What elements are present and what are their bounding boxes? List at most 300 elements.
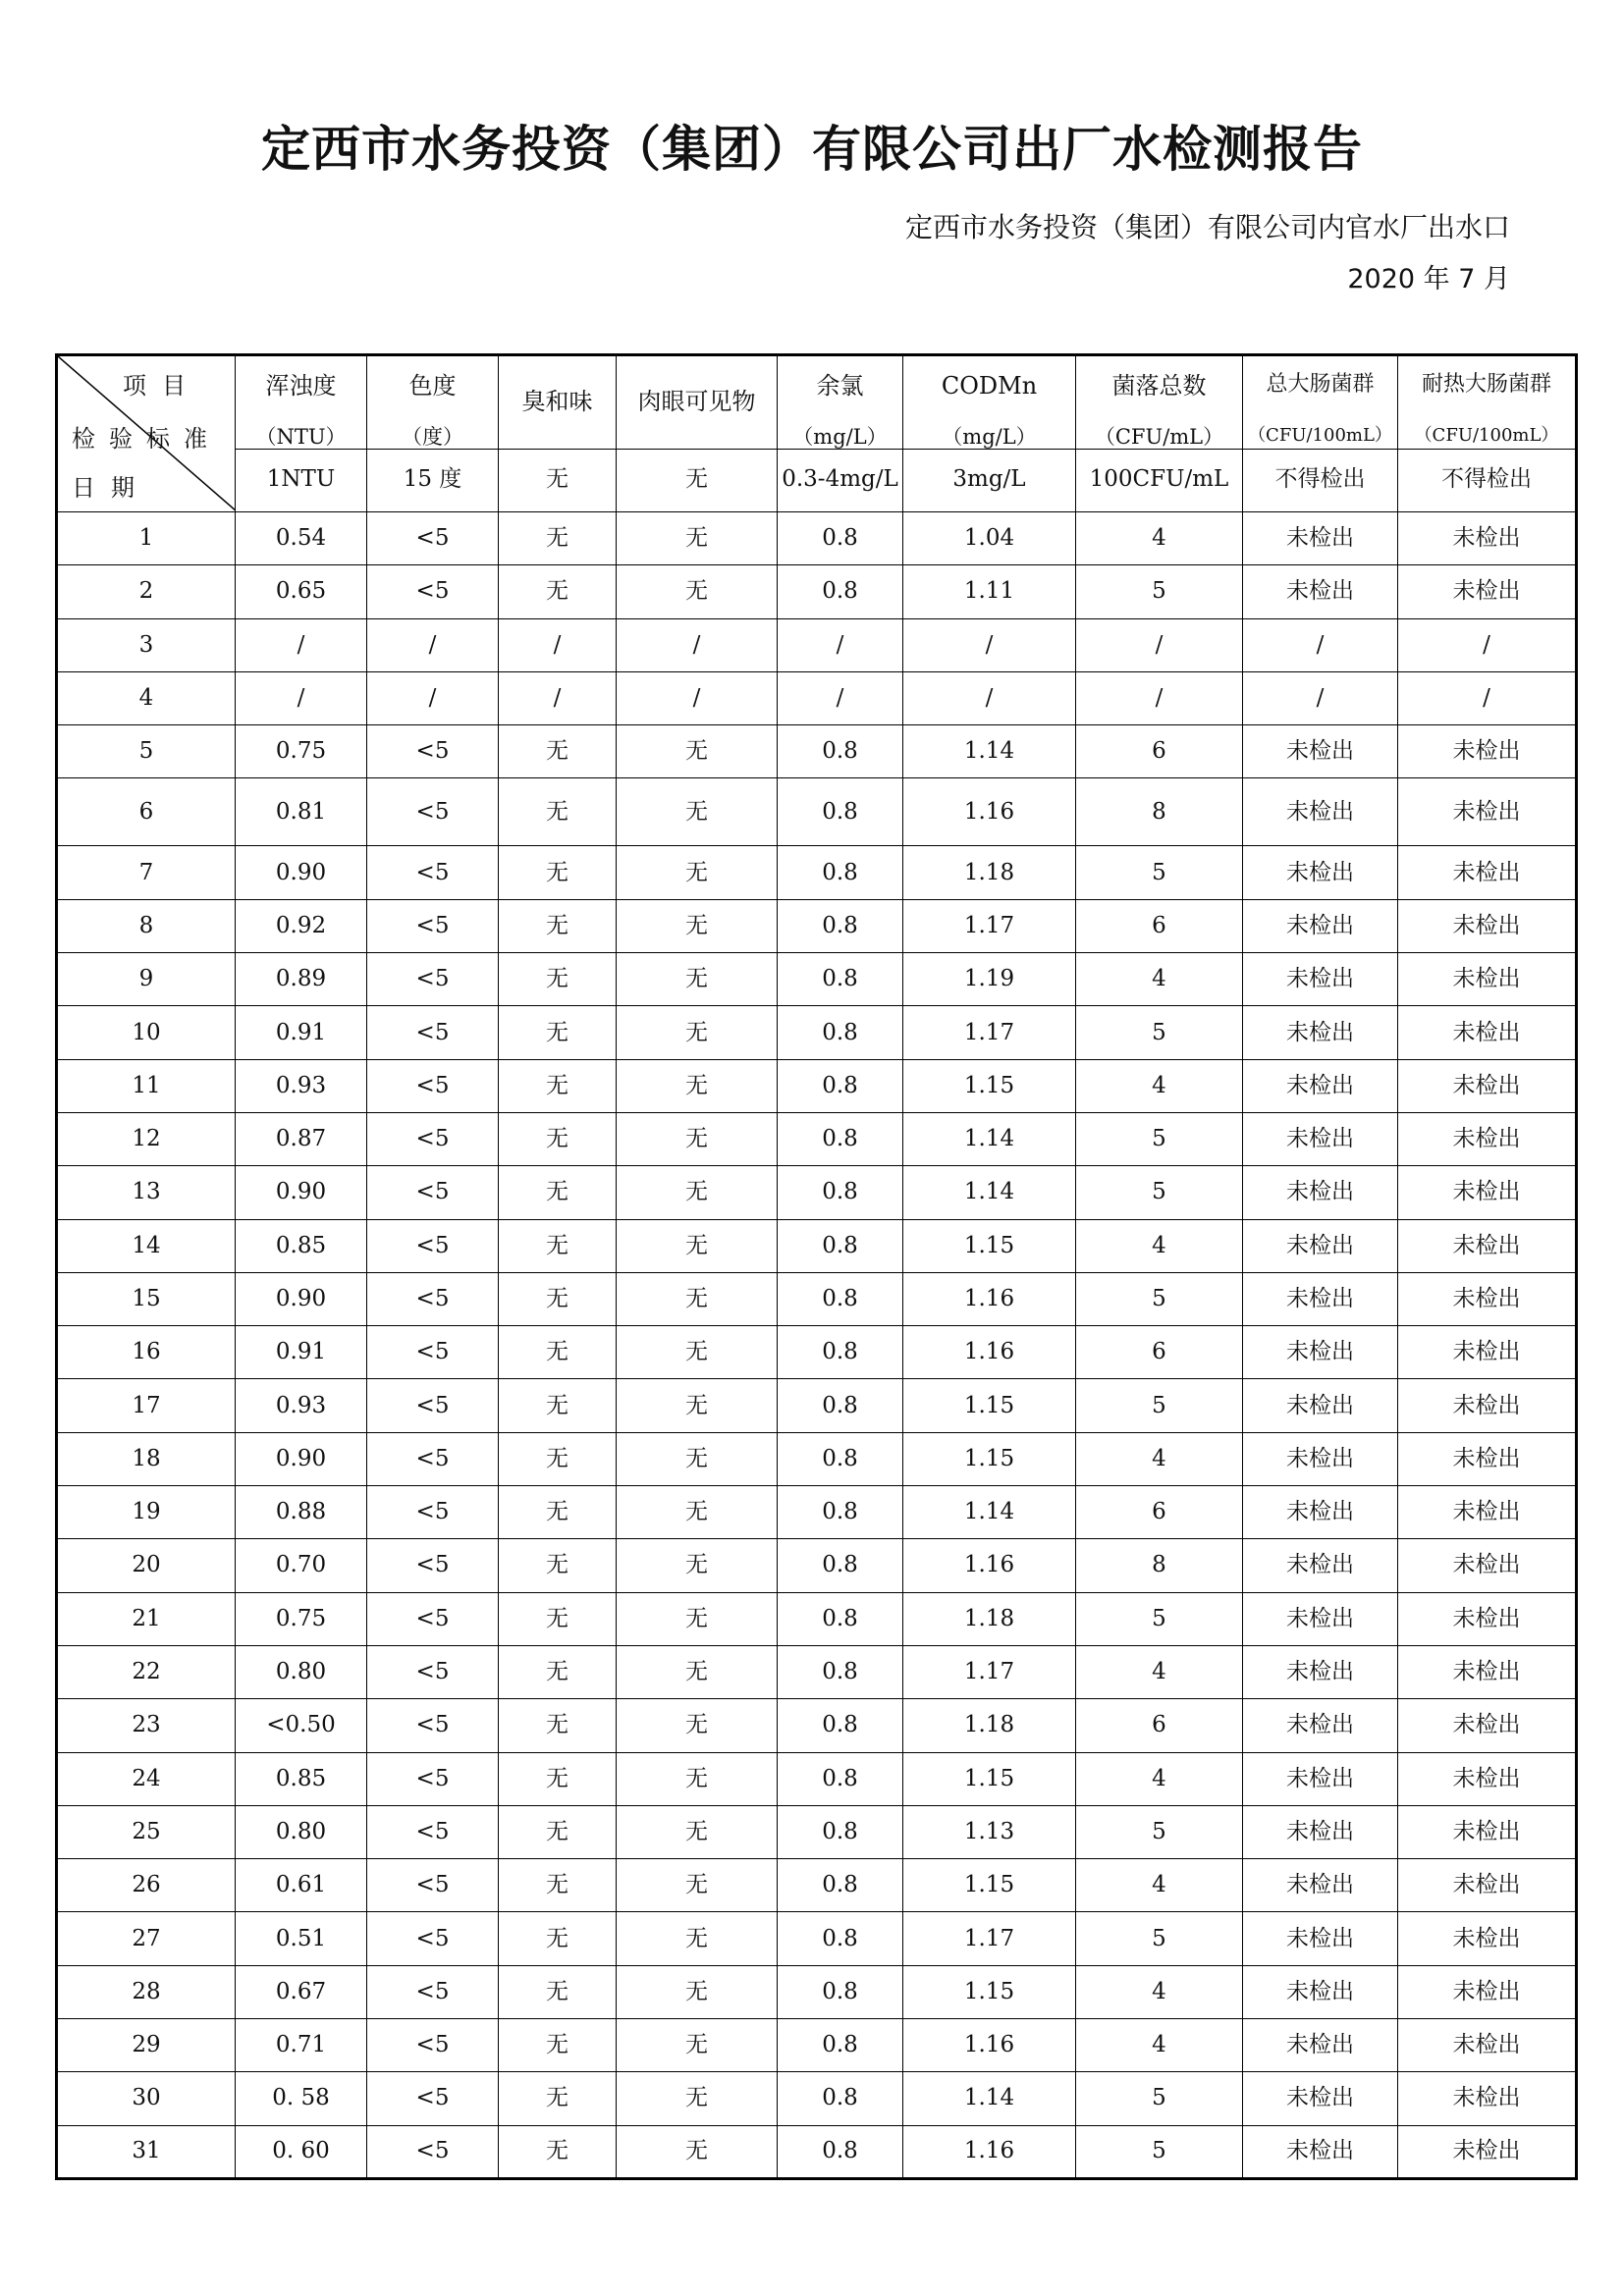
header-divider xyxy=(1076,449,1242,450)
value-cell: 0.88 xyxy=(236,1486,367,1539)
value-cell: 0.8 xyxy=(778,1432,903,1485)
value-cell: 8 xyxy=(1076,1539,1243,1592)
value-cell: 4 xyxy=(1076,953,1243,1006)
value-cell: 0.8 xyxy=(778,1752,903,1805)
value-cell: <5 xyxy=(367,1112,499,1165)
value-cell: / xyxy=(499,618,617,671)
value-cell: 无 xyxy=(499,565,617,618)
value-cell: 无 xyxy=(499,1059,617,1112)
value-cell: <5 xyxy=(367,1539,499,1592)
column-header xyxy=(778,355,903,512)
value-cell: 无 xyxy=(499,2072,617,2125)
value-cell: 无 xyxy=(499,1965,617,2018)
value-cell: 0.8 xyxy=(778,1272,903,1325)
value-cell: 1.11 xyxy=(903,565,1076,618)
column-name: 总大肠菌群 xyxy=(1266,372,1375,397)
value-cell: 无 xyxy=(617,512,778,565)
column-header xyxy=(236,355,367,512)
value-cell: 无 xyxy=(499,1486,617,1539)
value-cell: 无 xyxy=(499,1006,617,1059)
value-cell: 1.16 xyxy=(903,2019,1076,2072)
value-cell: 未检出 xyxy=(1398,778,1577,846)
value-cell: 4 xyxy=(1076,1219,1243,1272)
value-cell: <5 xyxy=(367,1486,499,1539)
value-cell: 1.18 xyxy=(903,846,1076,899)
value-cell: 0.93 xyxy=(236,1059,367,1112)
value-cell: 0.81 xyxy=(236,778,367,846)
value-cell: <5 xyxy=(367,1752,499,1805)
value-cell: <5 xyxy=(367,512,499,565)
value-cell: 无 xyxy=(617,1326,778,1379)
value-cell: 无 xyxy=(617,899,778,952)
value-cell: 4 xyxy=(1076,1059,1243,1112)
value-cell: 0.8 xyxy=(778,1059,903,1112)
value-cell: 0.8 xyxy=(778,1006,903,1059)
value-cell: 无 xyxy=(617,1859,778,1912)
value-cell: 0.51 xyxy=(236,1912,367,1965)
day-cell: 6 xyxy=(57,778,236,846)
column-standard: 无 xyxy=(685,466,708,492)
column-standard: 不得检出 xyxy=(1441,466,1532,492)
value-cell: / xyxy=(236,618,367,671)
column-standard: 不得检出 xyxy=(1274,466,1366,492)
table-row xyxy=(57,1219,1577,1272)
header-divider xyxy=(1243,449,1397,450)
value-cell: 未检出 xyxy=(1243,953,1398,1006)
value-cell: 1.15 xyxy=(903,1379,1076,1432)
value-cell: 无 xyxy=(617,1219,778,1272)
value-cell: 未检出 xyxy=(1398,1539,1577,1592)
value-cell: 无 xyxy=(617,1059,778,1112)
value-cell: <5 xyxy=(367,1326,499,1379)
value-cell: 1.19 xyxy=(903,953,1076,1006)
value-cell: 未检出 xyxy=(1398,1912,1577,1965)
value-cell: <5 xyxy=(367,846,499,899)
value-cell: 1.15 xyxy=(903,1059,1076,1112)
value-cell: 未检出 xyxy=(1243,1699,1398,1752)
column-header xyxy=(367,355,499,512)
table-row xyxy=(57,1006,1577,1059)
value-cell: 1.18 xyxy=(903,1592,1076,1645)
column-header xyxy=(903,355,1076,512)
column-standard: 无 xyxy=(546,466,568,492)
table-row xyxy=(57,1432,1577,1485)
day-cell: 8 xyxy=(57,899,236,952)
value-cell: 未检出 xyxy=(1243,1965,1398,2018)
column-unit: （CFU/100mL） xyxy=(1414,425,1559,446)
value-cell: / xyxy=(499,671,617,724)
value-cell: 无 xyxy=(499,1432,617,1485)
header-divider xyxy=(499,449,616,450)
column-name: 色度 xyxy=(408,372,457,400)
value-cell: 5 xyxy=(1076,2072,1243,2125)
value-cell: 未检出 xyxy=(1243,725,1398,778)
value-cell: 0.71 xyxy=(236,2019,367,2072)
table-row xyxy=(57,2125,1577,2178)
value-cell: / xyxy=(617,618,778,671)
value-cell: 0.8 xyxy=(778,1112,903,1165)
day-cell: 12 xyxy=(57,1112,236,1165)
value-cell: 0.67 xyxy=(236,1965,367,2018)
column-standard: 100CFU/mL xyxy=(1089,466,1229,492)
value-cell: 0.8 xyxy=(778,1805,903,1858)
value-cell: <5 xyxy=(367,565,499,618)
column-unit: （CFU/mL） xyxy=(1094,425,1224,449)
value-cell: 5 xyxy=(1076,1166,1243,1219)
value-cell: / xyxy=(1243,671,1398,724)
value-cell: 5 xyxy=(1076,1379,1243,1432)
value-cell: 5 xyxy=(1076,846,1243,899)
value-cell: 6 xyxy=(1076,1699,1243,1752)
value-cell: 0.8 xyxy=(778,1219,903,1272)
table-row xyxy=(57,1645,1577,1698)
report-date: 2020 年 7 月 xyxy=(1347,264,1510,294)
table-row xyxy=(57,618,1577,671)
value-cell: 未检出 xyxy=(1398,1592,1577,1645)
value-cell: 未检出 xyxy=(1398,512,1577,565)
value-cell: 无 xyxy=(617,1166,778,1219)
value-cell: 0.85 xyxy=(236,1752,367,1805)
value-cell: 无 xyxy=(617,1006,778,1059)
value-cell: / xyxy=(1076,671,1243,724)
value-cell: 无 xyxy=(499,1379,617,1432)
value-cell: 5 xyxy=(1076,1912,1243,1965)
value-cell: 未检出 xyxy=(1243,1486,1398,1539)
day-cell: 27 xyxy=(57,1912,236,1965)
day-cell: 21 xyxy=(57,1592,236,1645)
value-cell: 0.91 xyxy=(236,1326,367,1379)
value-cell: 无 xyxy=(499,1699,617,1752)
value-cell: / xyxy=(617,671,778,724)
day-cell: 9 xyxy=(57,953,236,1006)
table-row xyxy=(57,565,1577,618)
value-cell: 无 xyxy=(617,846,778,899)
value-cell: 0.93 xyxy=(236,1379,367,1432)
table-row xyxy=(57,899,1577,952)
value-cell: 1.16 xyxy=(903,1272,1076,1325)
value-cell: / xyxy=(367,671,499,724)
value-cell: <5 xyxy=(367,2125,499,2178)
column-header xyxy=(617,355,778,512)
value-cell: <5 xyxy=(367,1965,499,2018)
value-cell: 0.8 xyxy=(778,1965,903,2018)
value-cell: 0.75 xyxy=(236,1592,367,1645)
value-cell: 未检出 xyxy=(1243,778,1398,846)
header-divider xyxy=(617,449,777,450)
value-cell: 0.8 xyxy=(778,1912,903,1965)
day-cell: 20 xyxy=(57,1539,236,1592)
value-cell: 未检出 xyxy=(1243,1059,1398,1112)
header-divider xyxy=(367,449,498,450)
column-name: 耐热大肠菌群 xyxy=(1421,372,1551,397)
value-cell: 4 xyxy=(1076,1752,1243,1805)
value-cell: 未检出 xyxy=(1243,1219,1398,1272)
day-cell: 26 xyxy=(57,1859,236,1912)
column-standard: 3mg/L xyxy=(952,466,1026,492)
value-cell: 无 xyxy=(617,1912,778,1965)
column-unit: （CFU/100mL） xyxy=(1248,425,1392,446)
value-cell: 0.90 xyxy=(236,1272,367,1325)
column-unit: （mg/L） xyxy=(942,425,1037,449)
value-cell: 0.8 xyxy=(778,1326,903,1379)
value-cell: 1.15 xyxy=(903,1859,1076,1912)
value-cell: 0.8 xyxy=(778,725,903,778)
value-cell: <5 xyxy=(367,1699,499,1752)
value-cell: <5 xyxy=(367,2019,499,2072)
value-cell: 未检出 xyxy=(1243,899,1398,952)
value-cell: 0.8 xyxy=(778,953,903,1006)
value-cell: <5 xyxy=(367,1592,499,1645)
value-cell: 未检出 xyxy=(1398,1059,1577,1112)
value-cell: 未检出 xyxy=(1398,1006,1577,1059)
value-cell: 未检出 xyxy=(1243,1166,1398,1219)
day-cell: 18 xyxy=(57,1432,236,1485)
value-cell: 1.16 xyxy=(903,1326,1076,1379)
value-cell: 0.8 xyxy=(778,512,903,565)
value-cell: / xyxy=(236,671,367,724)
column-name: CODMn xyxy=(941,372,1038,400)
value-cell: 未检出 xyxy=(1398,899,1577,952)
value-cell: 1.17 xyxy=(903,1645,1076,1698)
value-cell: 未检出 xyxy=(1243,1326,1398,1379)
day-cell: 3 xyxy=(57,618,236,671)
value-cell: <5 xyxy=(367,1859,499,1912)
value-cell: 4 xyxy=(1076,1432,1243,1485)
table-row xyxy=(57,1859,1577,1912)
day-cell: 25 xyxy=(57,1805,236,1858)
value-cell: 未检出 xyxy=(1243,1645,1398,1698)
value-cell: 0.8 xyxy=(778,778,903,846)
value-cell: 0.8 xyxy=(778,1486,903,1539)
value-cell: 未检出 xyxy=(1398,1432,1577,1485)
value-cell: <5 xyxy=(367,2072,499,2125)
day-cell: 17 xyxy=(57,1379,236,1432)
value-cell: 未检出 xyxy=(1243,846,1398,899)
value-cell: 无 xyxy=(617,1112,778,1165)
table-row xyxy=(57,1539,1577,1592)
value-cell: <5 xyxy=(367,1166,499,1219)
value-cell: 无 xyxy=(617,1965,778,2018)
table-row xyxy=(57,1166,1577,1219)
value-cell: <5 xyxy=(367,1272,499,1325)
value-cell: 无 xyxy=(617,1805,778,1858)
value-cell: 未检出 xyxy=(1243,1859,1398,1912)
value-cell: 0.8 xyxy=(778,1859,903,1912)
value-cell: 无 xyxy=(499,1592,617,1645)
value-cell: 未检出 xyxy=(1243,1006,1398,1059)
table-row xyxy=(57,1486,1577,1539)
table-row xyxy=(57,1112,1577,1165)
value-cell: 0.8 xyxy=(778,899,903,952)
header-row xyxy=(57,355,1577,512)
value-cell: 5 xyxy=(1076,2125,1243,2178)
value-cell: 1.15 xyxy=(903,1219,1076,1272)
value-cell: / xyxy=(1243,618,1398,671)
value-cell: 无 xyxy=(617,1592,778,1645)
value-cell: 无 xyxy=(499,899,617,952)
value-cell: 未检出 xyxy=(1398,1112,1577,1165)
day-cell: 30 xyxy=(57,2072,236,2125)
day-cell: 23 xyxy=(57,1699,236,1752)
value-cell: 1.13 xyxy=(903,1805,1076,1858)
value-cell: 未检出 xyxy=(1243,2072,1398,2125)
value-cell: 1.14 xyxy=(903,2072,1076,2125)
value-cell: 5 xyxy=(1076,1272,1243,1325)
value-cell: 4 xyxy=(1076,1645,1243,1698)
value-cell: 1.14 xyxy=(903,1166,1076,1219)
value-cell: 0.75 xyxy=(236,725,367,778)
value-cell: 0.8 xyxy=(778,1592,903,1645)
table-header xyxy=(57,355,1577,512)
value-cell: 未检出 xyxy=(1398,1219,1577,1272)
column-unit: （mg/L） xyxy=(792,425,888,449)
value-cell: 未检出 xyxy=(1243,1752,1398,1805)
value-cell: 无 xyxy=(617,1699,778,1752)
value-cell: 未检出 xyxy=(1398,1859,1577,1912)
value-cell: 1.15 xyxy=(903,1752,1076,1805)
value-cell: 无 xyxy=(499,846,617,899)
table-row xyxy=(57,1805,1577,1858)
value-cell: 无 xyxy=(499,1112,617,1165)
value-cell: 0.65 xyxy=(236,565,367,618)
value-cell: 无 xyxy=(617,1432,778,1485)
value-cell: 4 xyxy=(1076,1965,1243,2018)
value-cell: 未检出 xyxy=(1398,1752,1577,1805)
header-divider xyxy=(778,449,902,450)
report-title: 定西市水务投资（集团）有限公司出厂水检测报告 xyxy=(261,121,1363,178)
value-cell: 无 xyxy=(617,2019,778,2072)
value-cell: 1.14 xyxy=(903,1486,1076,1539)
value-cell: / xyxy=(1076,618,1243,671)
day-cell: 4 xyxy=(57,671,236,724)
value-cell: 无 xyxy=(499,1272,617,1325)
table-row xyxy=(57,778,1577,846)
day-cell: 22 xyxy=(57,1645,236,1698)
table-row xyxy=(57,1326,1577,1379)
value-cell: 0.90 xyxy=(236,1166,367,1219)
value-cell: 未检出 xyxy=(1398,953,1577,1006)
value-cell: 无 xyxy=(617,725,778,778)
value-cell: 1.14 xyxy=(903,725,1076,778)
value-cell: 无 xyxy=(499,1752,617,1805)
value-cell: 无 xyxy=(617,1645,778,1698)
corner-item-label: 项目 xyxy=(123,372,201,400)
table-row xyxy=(57,1965,1577,2018)
value-cell: <5 xyxy=(367,953,499,1006)
value-cell: 1.15 xyxy=(903,1432,1076,1485)
column-name: 菌落总数 xyxy=(1111,372,1207,400)
value-cell: 0. 58 xyxy=(236,2072,367,2125)
value-cell: 无 xyxy=(499,1166,617,1219)
column-header xyxy=(499,355,617,512)
value-cell: <5 xyxy=(367,1432,499,1485)
report-table xyxy=(55,353,1578,2180)
corner-date-label: 日期 xyxy=(72,474,150,502)
value-cell: <5 xyxy=(367,899,499,952)
value-cell: 未检出 xyxy=(1398,1326,1577,1379)
day-cell: 7 xyxy=(57,846,236,899)
value-cell: 1.18 xyxy=(903,1699,1076,1752)
table-row xyxy=(57,1592,1577,1645)
report-subtitle: 定西市水务投资（集团）有限公司内官水厂出水口 xyxy=(904,211,1510,243)
value-cell: 1.04 xyxy=(903,512,1076,565)
value-cell: 1.16 xyxy=(903,2125,1076,2178)
table-row xyxy=(57,725,1577,778)
table-row xyxy=(57,953,1577,1006)
value-cell: 无 xyxy=(499,1859,617,1912)
value-cell: 无 xyxy=(499,1219,617,1272)
value-cell: 无 xyxy=(499,725,617,778)
day-cell: 29 xyxy=(57,2019,236,2072)
value-cell: 未检出 xyxy=(1243,1432,1398,1485)
table-row xyxy=(57,1059,1577,1112)
value-cell: 1.16 xyxy=(903,778,1076,846)
value-cell: 无 xyxy=(617,2072,778,2125)
value-cell: 未检出 xyxy=(1243,1272,1398,1325)
value-cell: 未检出 xyxy=(1398,1645,1577,1698)
value-cell: 0.8 xyxy=(778,1166,903,1219)
table-row xyxy=(57,1699,1577,1752)
value-cell: 0.61 xyxy=(236,1859,367,1912)
day-cell: 31 xyxy=(57,2125,236,2178)
value-cell: / xyxy=(1398,618,1577,671)
value-cell: 1.14 xyxy=(903,1112,1076,1165)
value-cell: 未检出 xyxy=(1398,565,1577,618)
value-cell: 未检出 xyxy=(1398,1805,1577,1858)
value-cell: 未检出 xyxy=(1243,1592,1398,1645)
value-cell: 未检出 xyxy=(1398,2019,1577,2072)
value-cell: 未检出 xyxy=(1243,1112,1398,1165)
header-divider xyxy=(903,449,1075,450)
value-cell: / xyxy=(778,671,903,724)
value-cell: 无 xyxy=(617,1379,778,1432)
day-cell: 14 xyxy=(57,1219,236,1272)
value-cell: 无 xyxy=(499,953,617,1006)
value-cell: 1.15 xyxy=(903,1965,1076,2018)
value-cell: 无 xyxy=(499,1805,617,1858)
day-cell: 16 xyxy=(57,1326,236,1379)
value-cell: 0.91 xyxy=(236,1006,367,1059)
value-cell: 0.89 xyxy=(236,953,367,1006)
value-cell: 0.8 xyxy=(778,2125,903,2178)
value-cell: 0.54 xyxy=(236,512,367,565)
value-cell: 未检出 xyxy=(1243,565,1398,618)
day-cell: 5 xyxy=(57,725,236,778)
table-row xyxy=(57,671,1577,724)
value-cell: 0.8 xyxy=(778,1379,903,1432)
value-cell: 0.80 xyxy=(236,1805,367,1858)
value-cell: 6 xyxy=(1076,1486,1243,1539)
value-cell: 无 xyxy=(617,1539,778,1592)
value-cell: 5 xyxy=(1076,1805,1243,1858)
value-cell: 0.90 xyxy=(236,1432,367,1485)
column-name: 余氯 xyxy=(816,372,864,400)
value-cell: 未检出 xyxy=(1243,2019,1398,2072)
value-cell: 未检出 xyxy=(1243,1379,1398,1432)
value-cell: / xyxy=(367,618,499,671)
value-cell: 未检出 xyxy=(1243,1912,1398,1965)
value-cell: 4 xyxy=(1076,2019,1243,2072)
day-cell: 19 xyxy=(57,1486,236,1539)
value-cell: / xyxy=(903,618,1076,671)
value-cell: <5 xyxy=(367,778,499,846)
value-cell: 无 xyxy=(499,512,617,565)
value-cell: 1.16 xyxy=(903,1539,1076,1592)
value-cell: 1.17 xyxy=(903,899,1076,952)
column-name: 浑浊度 xyxy=(265,372,337,400)
value-cell: <5 xyxy=(367,1006,499,1059)
value-cell: 0.8 xyxy=(778,1539,903,1592)
